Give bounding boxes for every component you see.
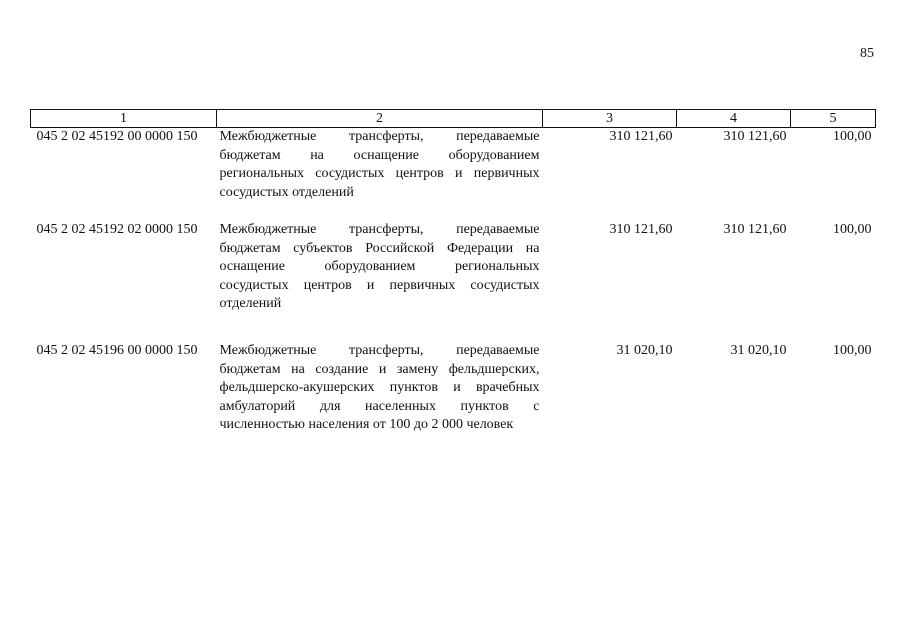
column-header-5: 5 [791, 110, 876, 128]
item-name: Межбюджетные трансферты, передаваемые бюджетам на оснащение оборудованием региональных сосудистых центров и первичных сосудистых отделений [219, 129, 540, 200]
column-header-1: 1 [31, 110, 217, 128]
budget-code: 045 2 02 45192 02 0000 150 [36, 222, 198, 237]
value-col5: 100,00 [833, 343, 872, 358]
value-col4: 31 020,10 [730, 343, 787, 358]
column-header-2: 2 [217, 110, 543, 128]
value-col5: 100,00 [833, 222, 872, 237]
budget-code: 045 2 02 45196 00 0000 150 [36, 343, 198, 358]
value-col3: 310 121,60 [609, 129, 673, 144]
table-row [31, 221, 876, 342]
table-row [31, 342, 876, 436]
table-header-row [31, 110, 876, 128]
page-number: 85 [860, 46, 874, 61]
column-header-4: 4 [677, 110, 791, 128]
value-col4: 310 121,60 [723, 222, 787, 237]
budget-execution-table [30, 109, 876, 436]
item-name: Межбюджетные трансферты, передаваемые бюджетам на создание и замену фельдшерских, фельдшерско-акушерских пунктов и врачебных амбулаторий для населенных пунктов с численностью населения от 100 до 2 000 человек [219, 343, 540, 433]
value-col5: 100,00 [833, 129, 872, 144]
table-row [31, 128, 876, 222]
value-col3: 310 121,60 [609, 222, 673, 237]
budget-code: 045 2 02 45192 00 0000 150 [36, 129, 198, 144]
item-name: Межбюджетные трансферты, передаваемые бюджетам субъектов Российской Федерации на оснащение оборудованием региональных сосудистых центров и первичных сосудистых отделений [219, 222, 540, 312]
value-col3: 31 020,10 [616, 343, 673, 358]
column-header-3: 3 [543, 110, 677, 128]
value-col4: 310 121,60 [723, 129, 787, 144]
